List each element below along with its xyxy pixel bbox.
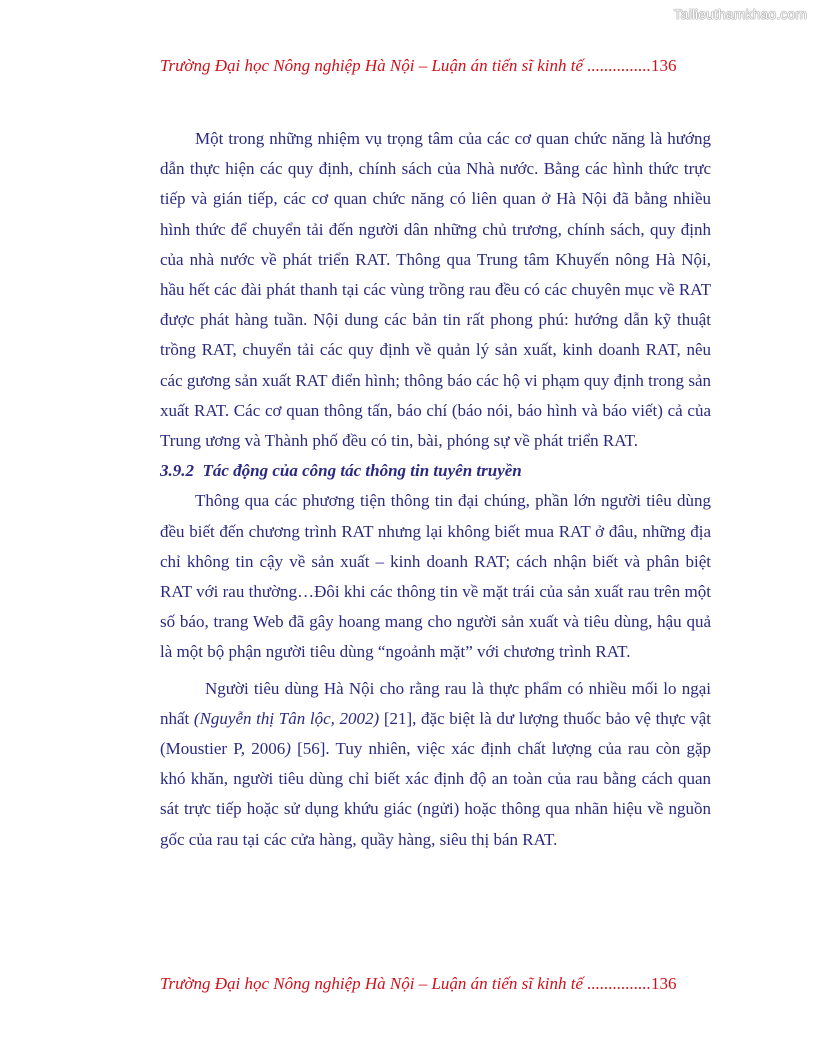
paragraph-3-text-a: Người tiêu dùng Hà Nội cho rằng rau là thực phẩm có nhiều mối lo ngại nhất xyxy=(160,678,711,728)
paragraph-2: Thông qua các phương tiện thông tin đại chúng, phần lớn người tiêu dùng đều biết đến chương trình RAT nhưng lại không biết mua RAT ở đâu, những địa chỉ không tin cậy về sản xuất – kinh doanh RAT; cách nhận biết và phân biệt RAT với rau thường…Đôi khi các thông tin về mặt trái của sản xuất rau trên một số báo, trang Web đã gây hoang mang cho người sản xuất và tiêu dùng, hậu quả là một bộ phận người tiêu dùng “ngoảnh mặt” với chương trình RAT. xyxy=(160,491,711,662)
section-title: Tác động của công tác thông tin tuyên truyền xyxy=(202,461,522,481)
citation-nguyen: (Nguyễn thị Tân lộc, 2002) xyxy=(193,708,380,728)
document-body xyxy=(160,124,711,855)
paragraph-3-text-c: [56]. Tuy nhiên, việc xác định chất lượng của rau còn gặp khó khăn, người tiêu dùng chỉ biết xác định độ an toàn của rau bằng cách quan sát trực tiếp hoặc sử dụng khứu giác (ngửi) hoặc thông qua nhãn hiệu về nguồn gốc của rau tại các cửa hàng, quầy hàng, siêu thị bán RAT. xyxy=(160,739,711,849)
page-number: 136 xyxy=(651,56,677,75)
footer-page-number: 136 xyxy=(651,974,677,993)
running-header-text: Trường Đại học Nông nghiệp Hà Nội – Luận án tiến sĩ kinh tế ............... xyxy=(160,56,652,75)
citation-close-paren: ) xyxy=(285,739,291,759)
section-number: 3.9.2 xyxy=(160,461,194,481)
running-footer-text: Trường Đại học Nông nghiệp Hà Nội – Luận án tiến sĩ kinh tế ............... xyxy=(160,974,652,993)
watermark-text: Tailieuthamkhao.com xyxy=(673,6,807,22)
running-header xyxy=(160,56,720,76)
running-footer xyxy=(160,974,720,994)
paragraph-3-text-b: [21], đặc biệt là dư lượng thuốc bảo vệ thực vật (Moustier P, 2006 xyxy=(160,708,711,759)
section-heading xyxy=(160,456,711,486)
paragraph-3 xyxy=(160,674,711,855)
paragraph-1: Một trong những nhiệm vụ trọng tâm của các cơ quan chức năng là hướng dẫn thực hiện các quy định, chính sách của Nhà nước. Bằng các hình thức trực tiếp và gián tiếp, các cơ quan chức năng có liên quan ở Hà Nội đã bằng nhiều hình thức để chuyển tải đến người dân những chủ trương, chính sách, quy định của nhà nước về phát triển RAT. Thông qua Trung tâm Khuyến nông Hà Nội, hầu hết các đài phát thanh tại các vùng trồng rau đều có các chuyên mục về RAT được phát hàng tuần. Nội dung các bản tin rất phong phú: hướng dẫn kỹ thuật trồng RAT, chuyển tải các quy định về quản lý sản xuất, kinh doanh RAT, nêu các gương sản xuất RAT điển hình; thông báo các hộ vi phạm quy định trong sản xuất RAT. Các cơ quan thông tấn, báo chí (báo nói, báo hình và báo viết) cả của Trung ương và Thành phố đều có tin, bài, phóng sự về phát triển RAT. xyxy=(160,129,711,451)
